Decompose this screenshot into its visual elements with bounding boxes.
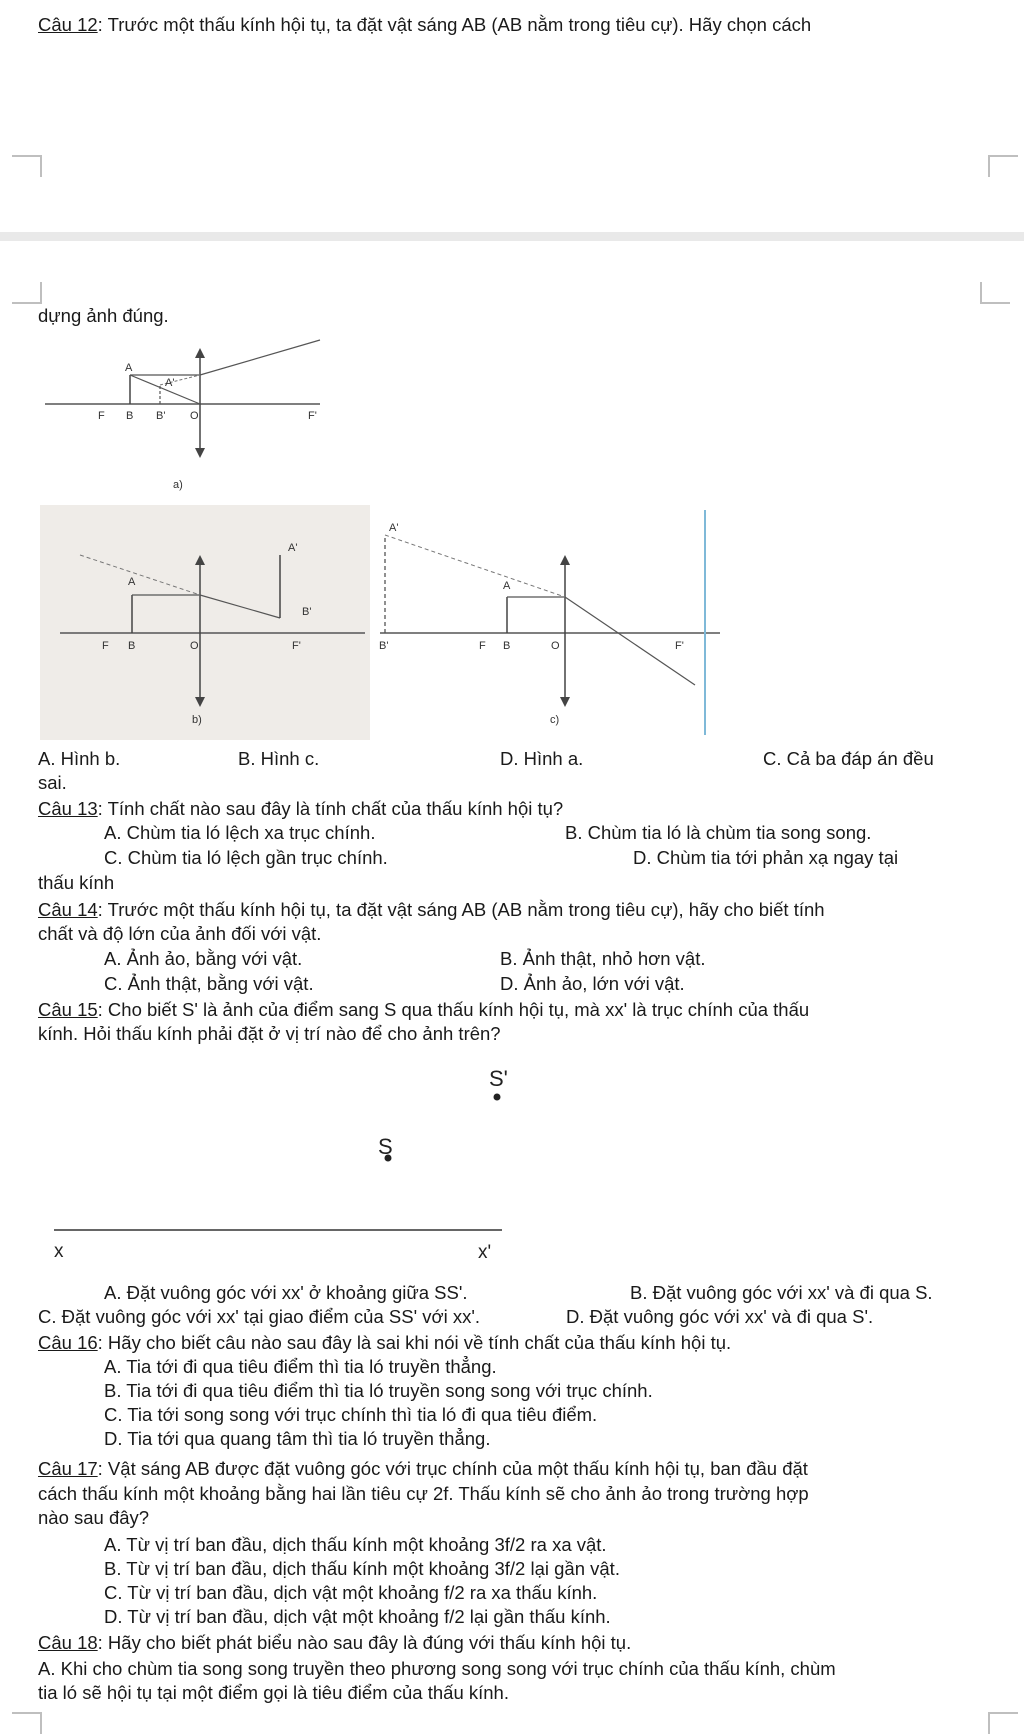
label-o: O xyxy=(551,640,560,652)
label-f: F xyxy=(98,410,105,422)
q14-stem-cont: chất và độ lớn của ảnh đối với vật. xyxy=(38,923,322,944)
q18-option-a-cont: tia ló sẽ hội tụ tại một điểm gọi là tiêu điểm của thấu kính. xyxy=(38,1682,509,1703)
q15-stem-cont: kính. Hỏi thấu kính phải đặt ở vị trí nào để cho ảnh trên? xyxy=(38,1023,501,1044)
q15-text: : Cho biết S' là ảnh của điểm sang S qua thấu kính hội tụ, mà xx' là trục chính của thấu xyxy=(97,999,810,1020)
q12-option-b: B. Hình c. xyxy=(238,748,320,769)
q12-stem xyxy=(38,14,811,36)
label-x-prime: x' xyxy=(478,1242,492,1263)
q13-option-d-cont: thấu kính xyxy=(38,872,115,893)
figure-c xyxy=(375,505,730,740)
q17-option-a: A. Từ vị trí ban đầu, dịch thấu kính một khoảng 3f/2 ra xa vật. xyxy=(104,1534,607,1555)
lens-arrow-bottom xyxy=(195,448,205,458)
q15-option-d: D. Đặt vuông góc với xx' và đi qua S'. xyxy=(566,1306,874,1327)
label-f-prime: F' xyxy=(308,410,317,422)
lens-arrow-bottom xyxy=(195,697,205,707)
q16-option-d: D. Tia tới qua quang tâm thì tia ló truyền thẳng. xyxy=(104,1428,491,1449)
label-a: A xyxy=(128,576,136,588)
q13-text: : Tính chất nào sau đây là tính chất của thấu kính hội tụ? xyxy=(97,798,564,819)
point-s-prime xyxy=(494,1094,501,1101)
label-f: F xyxy=(479,640,486,652)
label-f-prime: F' xyxy=(292,640,301,652)
q17-option-b: B. Từ vị trí ban đầu, dịch thấu kính một khoảng 3f/2 lại gần vật. xyxy=(104,1558,620,1579)
q12-option-c: C. Cả ba đáp án đều xyxy=(763,748,934,769)
q18-text: : Hãy cho biết phát biểu nào sau đây là đúng với thấu kính hội tụ. xyxy=(97,1632,632,1653)
q12-option-a: A. Hình b. xyxy=(38,748,121,769)
q16-stem xyxy=(38,1332,731,1354)
label-x: x xyxy=(54,1241,64,1262)
label-a-prime: A' xyxy=(389,522,399,534)
label-f: F xyxy=(102,640,109,652)
q13-option-a: A. Chùm tia ló lệch xa trục chính. xyxy=(104,822,376,843)
label-b-prime: B' xyxy=(379,640,389,652)
q12-option-d: D. Hình a. xyxy=(500,748,584,769)
q18-number: Câu 18 xyxy=(38,1632,98,1653)
q17-stem xyxy=(38,1458,808,1480)
ray-extension xyxy=(385,535,565,597)
q13-option-b: B. Chùm tia ló là chùm tia song song. xyxy=(565,822,872,843)
q12-number: Câu 12 xyxy=(38,14,98,35)
lens-arrow-bottom xyxy=(560,697,570,707)
q17-text: : Vật sáng AB được đặt vuông góc với trục chính của một thấu kính hội tụ, ban đầu đặt xyxy=(97,1458,808,1479)
q18-option-a: A. Khi cho chùm tia song song truyền theo phương song song với trục chính của thấu kính, chùm xyxy=(38,1658,836,1679)
figure-c-caption: c) xyxy=(550,714,560,726)
ray-refracted xyxy=(200,595,280,618)
page-corner-mark xyxy=(12,1712,42,1734)
label-a-prime: A' xyxy=(288,542,298,554)
q12-option-c-cont: sai. xyxy=(38,772,67,793)
label-a: A xyxy=(503,580,511,592)
q17-stem-cont1: cách thấu kính một khoảng bằng hai lần tiêu cự 2f. Thấu kính sẽ cho ảnh ảo trong trường hợp xyxy=(38,1483,809,1504)
q14-option-c: C. Ảnh thật, bằng với vật. xyxy=(104,973,314,994)
q17-stem-cont2: nào sau đây? xyxy=(38,1507,150,1528)
label-b: B xyxy=(503,640,511,652)
q13-stem xyxy=(38,798,563,820)
lens-arrow-top xyxy=(195,555,205,565)
q14-stem xyxy=(38,899,825,921)
ray-refracted xyxy=(200,340,320,375)
q16-number: Câu 16 xyxy=(38,1332,98,1353)
q16-option-c: C. Tia tới song song với trục chính thì tia ló đi qua tiêu điểm. xyxy=(104,1404,598,1425)
q17-option-d: D. Từ vị trí ban đầu, dịch vật một khoảng f/2 lại gần thấu kính. xyxy=(104,1606,611,1627)
figure-a xyxy=(40,330,330,500)
q14-option-d: D. Ảnh ảo, lớn với vật. xyxy=(500,973,685,994)
page-corner-mark xyxy=(12,155,42,177)
label-s-prime: S' xyxy=(489,1066,508,1091)
figure-a-caption: a) xyxy=(173,479,183,491)
q14-option-a: A. Ảnh ảo, bằng với vật. xyxy=(104,948,303,969)
q15-option-a: A. Đặt vuông góc với xx' ở khoảng giữa SS'. xyxy=(104,1282,468,1303)
q12-text: : Trước một thấu kính hội tụ, ta đặt vật sáng AB (AB nằm trong tiêu cự). Hãy chọn cách xyxy=(97,14,812,35)
q18-stem xyxy=(38,1632,631,1654)
q12-stem-cont: dựng ảnh đúng. xyxy=(38,305,169,326)
page-corner-mark xyxy=(988,1712,1018,1734)
figure-b-caption: b) xyxy=(192,714,202,726)
page-corner-mark xyxy=(12,282,42,304)
q14-option-b: B. Ảnh thật, nhỏ hơn vật. xyxy=(500,948,706,969)
q16-text: : Hãy cho biết câu nào sau đây là sai khi nói về tính chất của thấu kính hội tụ. xyxy=(97,1332,732,1353)
q17-number: Câu 17 xyxy=(38,1458,98,1479)
q14-number: Câu 14 xyxy=(38,899,98,920)
label-o: O xyxy=(190,410,199,422)
label-b: B xyxy=(128,640,136,652)
q15-stem xyxy=(38,999,809,1021)
q14-text: : Trước một thấu kính hội tụ, ta đặt vật sáng AB (AB nằm trong tiêu cự), hãy cho biết tính xyxy=(97,899,825,920)
q16-option-a: A. Tia tới đi qua tiêu điểm thì tia ló truyền thẳng. xyxy=(104,1356,497,1377)
page-corner-mark xyxy=(988,155,1018,177)
label-b: B xyxy=(126,410,134,422)
q16-option-b: B. Tia tới đi qua tiêu điểm thì tia ló truyền song song với trục chính. xyxy=(104,1380,653,1401)
label-b-prime: B' xyxy=(302,606,312,618)
lens-arrow-top xyxy=(195,348,205,358)
page-corner-mark xyxy=(980,282,1010,304)
q15-option-c: C. Đặt vuông góc với xx' tại giao điểm của SS' với xx'. xyxy=(38,1306,481,1327)
q15-option-b: B. Đặt vuông góc với xx' và đi qua S. xyxy=(630,1282,933,1303)
q13-option-d: D. Chùm tia tới phản xạ ngay tại xyxy=(633,847,899,868)
label-s: S xyxy=(378,1134,393,1159)
label-a-prime: A' xyxy=(165,377,175,389)
q13-number: Câu 13 xyxy=(38,798,98,819)
figure-q15 xyxy=(40,1055,520,1265)
q13-option-c: C. Chùm tia ló lệch gần trục chính. xyxy=(104,847,388,868)
label-o: O xyxy=(190,640,199,652)
q15-number: Câu 15 xyxy=(38,999,98,1020)
label-b-prime: B' xyxy=(156,410,166,422)
figure-b xyxy=(40,505,370,740)
q17-option-c: C. Từ vị trí ban đầu, dịch vật một khoảng f/2 ra xa thấu kính. xyxy=(104,1582,598,1603)
page-gap xyxy=(0,232,1024,241)
label-f-prime: F' xyxy=(675,640,684,652)
ray-extension xyxy=(80,555,200,595)
lens-arrow-top xyxy=(560,555,570,565)
label-a: A xyxy=(125,362,133,374)
